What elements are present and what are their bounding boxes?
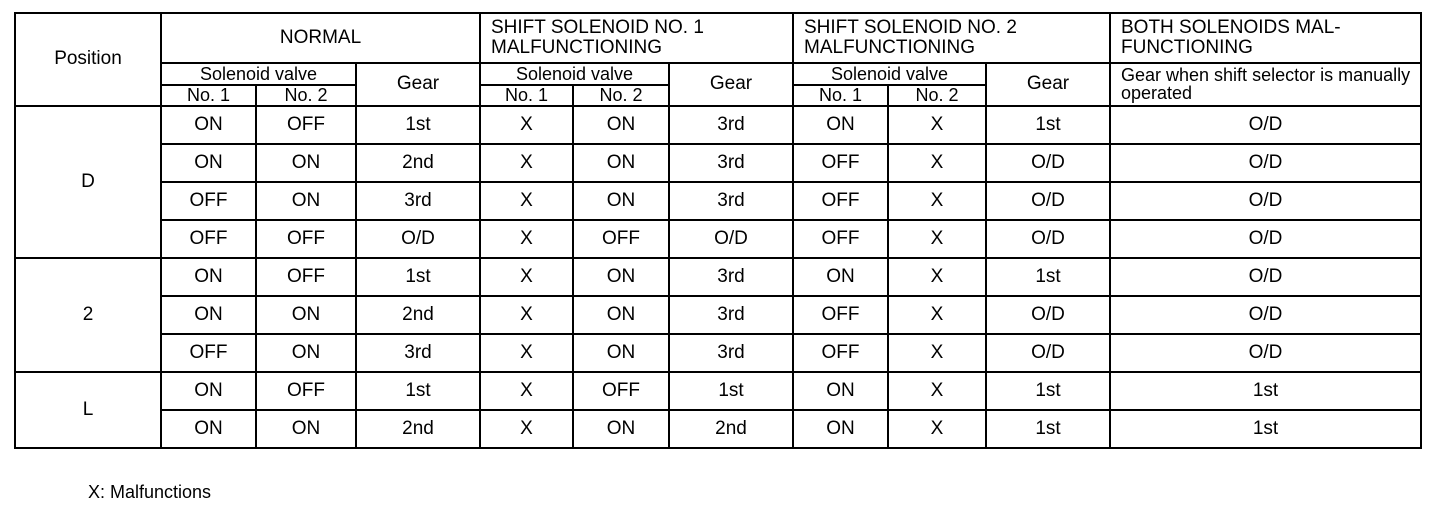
cell-normal-gear: 1st [356,258,480,296]
cell-sol2-gear: 1st [986,372,1110,410]
header-normal-gear: Gear [356,63,480,106]
table-row [15,410,1421,448]
cell-normal-no1: ON [161,106,256,144]
header-normal-no2: No. 2 [256,85,356,106]
header-sol2-gear: Gear [986,63,1110,106]
cell-normal-no1: OFF [161,220,256,258]
cell-normal-gear: 2nd [356,410,480,448]
header-solenoid-1-malfunctioning: SHIFT SOLENOID NO. 1 MALFUNCTIONING [480,13,793,63]
cell-manual-gear: O/D [1110,106,1421,144]
table-row [15,106,1421,144]
cell-sol2-no1: OFF [793,144,888,182]
cell-sol1-no2: ON [573,296,669,334]
cell-sol2-no1: OFF [793,220,888,258]
cell-sol2-no1: OFF [793,334,888,372]
cell-sol2-no2: X [888,372,986,410]
cell-manual-gear: O/D [1110,258,1421,296]
header-normal-solenoid-valve: Solenoid valve [161,63,356,85]
cell-sol2-no1: ON [793,106,888,144]
cell-sol1-no1: X [480,144,573,182]
table-row [15,144,1421,182]
cell-normal-no2: ON [256,182,356,220]
table-row [15,296,1421,334]
solenoid-malfunction-table [14,12,1422,449]
cell-normal-no2: OFF [256,106,356,144]
cell-normal-no1: ON [161,144,256,182]
cell-sol1-no2: OFF [573,220,669,258]
header-sol1-no2: No. 2 [573,85,669,106]
cell-sol1-gear: 1st [669,372,793,410]
cell-sol1-gear: 3rd [669,334,793,372]
cell-sol2-no1: ON [793,372,888,410]
cell-sol2-no2: X [888,410,986,448]
cell-normal-no1: ON [161,372,256,410]
cell-normal-gear: 3rd [356,334,480,372]
cell-sol2-no1: ON [793,258,888,296]
cell-normal-gear: O/D [356,220,480,258]
cell-manual-gear: 1st [1110,372,1421,410]
header-position: Position [15,13,161,106]
header-manual-gear: Gear when shift selector is manually operated [1110,63,1421,106]
cell-normal-no2: ON [256,296,356,334]
cell-sol2-gear: 1st [986,410,1110,448]
cell-manual-gear: O/D [1110,296,1421,334]
cell-sol2-no2: X [888,220,986,258]
cell-sol2-no2: X [888,258,986,296]
cell-sol1-gear: 3rd [669,296,793,334]
cell-sol2-gear: 1st [986,258,1110,296]
cell-sol1-gear: 3rd [669,144,793,182]
cell-normal-no2: OFF [256,258,356,296]
header-sol1-gear: Gear [669,63,793,106]
header-sol2-solenoid-valve: Solenoid valve [793,63,986,85]
cell-normal-no2: ON [256,144,356,182]
cell-manual-gear: O/D [1110,182,1421,220]
header-sol2-no2: No. 2 [888,85,986,106]
header-sol1-no1: No. 1 [480,85,573,106]
cell-sol1-no1: X [480,220,573,258]
header-normal: NORMAL [161,13,480,63]
cell-manual-gear: O/D [1110,334,1421,372]
cell-normal-no2: ON [256,410,356,448]
cell-sol2-gear: O/D [986,144,1110,182]
position-cell: D [15,106,161,258]
cell-sol2-no2: X [888,144,986,182]
cell-sol1-gear: 3rd [669,182,793,220]
cell-normal-gear: 2nd [356,296,480,334]
cell-sol2-gear: O/D [986,182,1110,220]
cell-sol2-no1: ON [793,410,888,448]
cell-sol1-gear: 3rd [669,258,793,296]
cell-sol1-no1: X [480,296,573,334]
cell-normal-no1: ON [161,258,256,296]
table-row [15,220,1421,258]
cell-sol1-no2: ON [573,410,669,448]
cell-normal-no2: OFF [256,220,356,258]
cell-normal-gear: 3rd [356,182,480,220]
cell-normal-no1: ON [161,296,256,334]
cell-sol1-no1: X [480,334,573,372]
cell-normal-gear: 2nd [356,144,480,182]
cell-normal-no2: OFF [256,372,356,410]
cell-sol1-gear: 3rd [669,106,793,144]
cell-sol1-gear: O/D [669,220,793,258]
cell-sol1-no2: ON [573,144,669,182]
cell-manual-gear: 1st [1110,410,1421,448]
cell-sol2-no2: X [888,182,986,220]
cell-manual-gear: O/D [1110,220,1421,258]
cell-sol2-gear: 1st [986,106,1110,144]
header-sol1-solenoid-valve: Solenoid valve [480,63,669,85]
cell-sol2-no2: X [888,296,986,334]
cell-manual-gear: O/D [1110,144,1421,182]
position-cell: 2 [15,258,161,372]
cell-sol1-no2: ON [573,106,669,144]
cell-normal-no1: ON [161,410,256,448]
cell-normal-no1: OFF [161,182,256,220]
cell-sol1-no1: X [480,258,573,296]
cell-sol1-no1: X [480,106,573,144]
header-normal-no1: No. 1 [161,85,256,106]
table-row [15,334,1421,372]
cell-sol1-no1: X [480,372,573,410]
cell-normal-no2: ON [256,334,356,372]
header-sol2-no1: No. 1 [793,85,888,106]
cell-normal-gear: 1st [356,372,480,410]
cell-normal-no1: OFF [161,334,256,372]
cell-sol2-no1: OFF [793,182,888,220]
table-row [15,182,1421,220]
cell-sol1-no2: ON [573,258,669,296]
cell-normal-gear: 1st [356,106,480,144]
cell-sol2-no2: X [888,334,986,372]
position-cell: L [15,372,161,448]
table-row [15,258,1421,296]
cell-sol2-no1: OFF [793,296,888,334]
cell-sol2-gear: O/D [986,334,1110,372]
cell-sol2-no2: X [888,106,986,144]
cell-sol1-no2: OFF [573,372,669,410]
header-both-solenoids-malfunctioning: BOTH SOLENOIDS MAL- FUNCTIONING [1110,13,1421,63]
cell-sol2-gear: O/D [986,220,1110,258]
header-solenoid-2-malfunctioning: SHIFT SOLENOID NO. 2 MALFUNCTIONING [793,13,1110,63]
cell-sol2-gear: O/D [986,296,1110,334]
footnote: X: Malfunctions [88,482,212,502]
table-row [15,372,1421,410]
cell-sol1-no2: ON [573,182,669,220]
cell-sol1-no2: ON [573,334,669,372]
cell-sol1-no1: X [480,410,573,448]
cell-sol1-no1: X [480,182,573,220]
cell-sol1-gear: 2nd [669,410,793,448]
